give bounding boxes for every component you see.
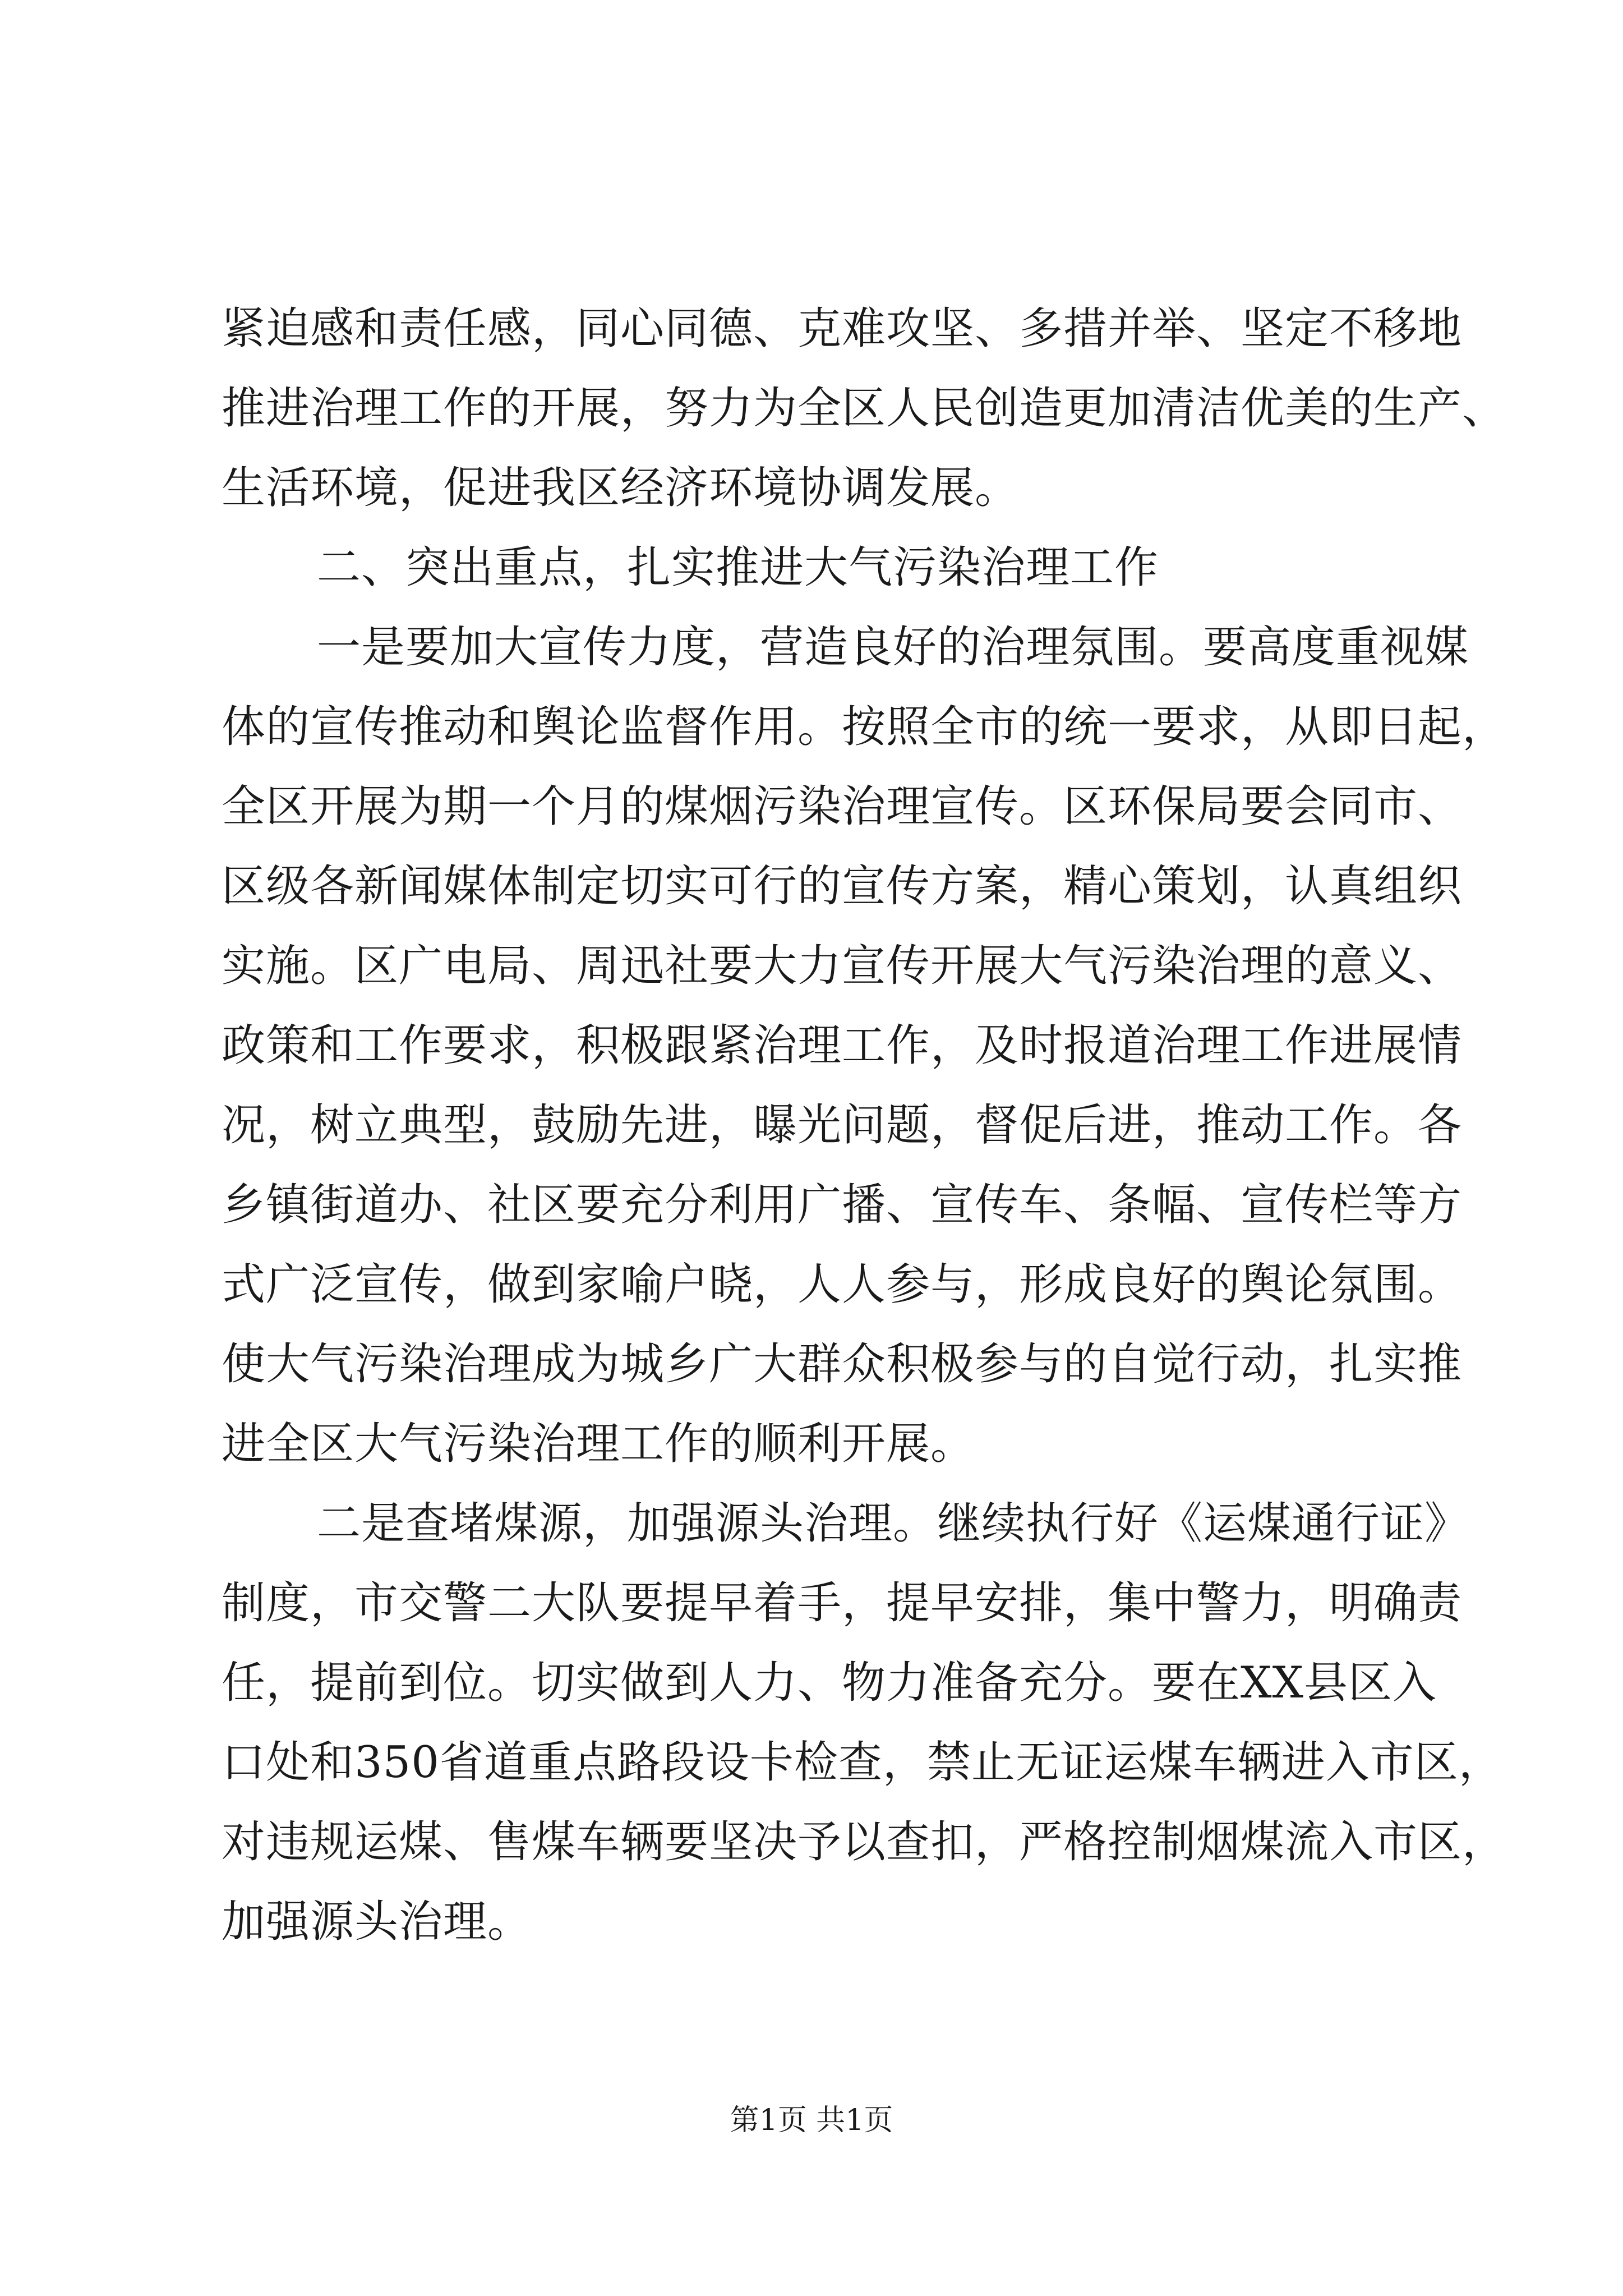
page-number-footer: 第1页 共1页 (730, 2104, 893, 2137)
body-line: 使大气污染治理成为城乡广大群众积极参与的自觉行动，扎实推 (222, 1339, 1463, 1389)
body-line: 口处和350省道重点路段设卡检查，禁止无证运煤车辆进入市区， (222, 1737, 1503, 1788)
body-line: 一是要加大宣传力度，营造良好的治理氛围。要高度重视媒 (317, 622, 1469, 673)
body-line: 实施。区广电局、周迅社要大力宣传开展大气污染治理的意义、 (222, 941, 1463, 991)
body-line: 区级各新闻媒体制定切实可行的宣传方案，精心策划，认真组织 (222, 861, 1463, 912)
body-line: 体的宣传推动和舆论监督作用。按照全市的统一要求，从即日起， (222, 702, 1507, 752)
body-line: 乡镇街道办、社区要充分利用广播、宣传车、条幅、宣传栏等方 (222, 1180, 1463, 1230)
body-line: 紧迫感和责任感，同心同德、克难攻坚、多措并举、坚定不移地 (222, 303, 1463, 354)
body-line: 式广泛宣传，做到家喻户晓，人人参与，形成良好的舆论氛围。 (222, 1259, 1463, 1310)
document-body (222, 289, 1507, 1962)
body-line: 全区开展为期一个月的煤烟污染治理宣传。区环保局要会同市、 (222, 781, 1463, 832)
body-line: 加强源头治理。 (222, 1897, 532, 1947)
body-line: 任，提前到位。切实做到人力、物力准备充分。要在XX县区入 (222, 1658, 1437, 1708)
body-line: 推进治理工作的开展，努力为全区人民创造更加清洁优美的生产、 (222, 383, 1507, 434)
section-heading: 二、突出重点，扎实推进大气污染治理工作 (317, 542, 1159, 593)
body-line: 况，树立典型，鼓励先进，曝光问题，督促后进，推动工作。各 (222, 1100, 1463, 1151)
body-line: 制度，市交警二大队要提早着手，提早安排，集中警力，明确责 (222, 1578, 1463, 1628)
body-line: 对违规运煤、售煤车辆要坚决予以查扣，严格控制烟煤流入市区， (222, 1817, 1507, 1867)
body-line: 政策和工作要求，积极跟紧治理工作，及时报道治理工作进展情 (222, 1020, 1463, 1071)
body-line: 进全区大气污染治理工作的顺利开展。 (222, 1419, 975, 1469)
body-line: 生活环境，促进我区经济环境协调发展。 (222, 463, 1020, 513)
body-line: 二是查堵煤源，加强源头治理。继续执行好《运煤通行证》 (317, 1498, 1469, 1549)
